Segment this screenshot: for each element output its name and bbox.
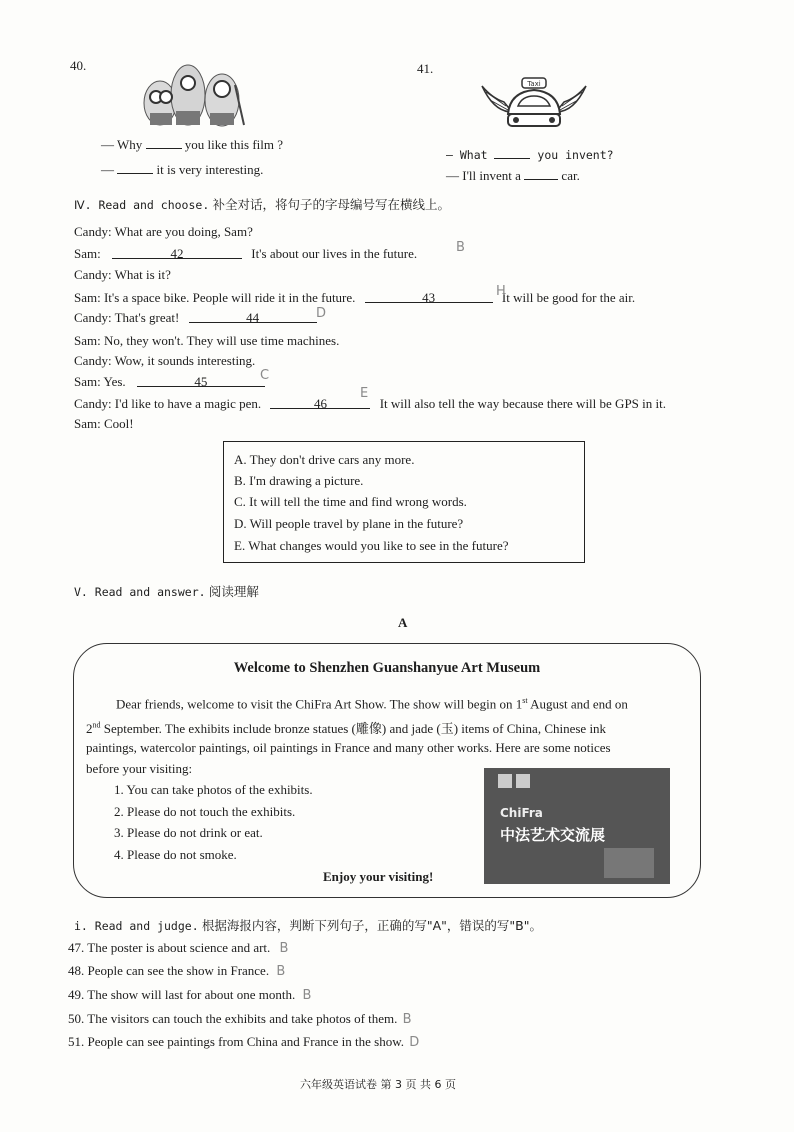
dialog-line-8 [74, 374, 265, 390]
q41-blank1[interactable] [494, 146, 530, 159]
image-brand-text: ChiFra [500, 806, 543, 820]
option-e: E. What changes would you like to see in the future? [234, 538, 509, 553]
notice-2: 2. Please do not touch the exhibits. [114, 804, 296, 819]
poster-para-line-1 [116, 696, 628, 712]
poster-text: 2 [86, 721, 93, 736]
part-i-heading [74, 916, 542, 934]
handwritten-answer: D [409, 1035, 420, 1050]
part-i-heading-cn: 根据海报内容，判断下列句子，正确的写"A"，错误的写"B"。 [201, 918, 543, 933]
flying-taxi-illustration [474, 72, 594, 132]
handwritten-answer-45: C [260, 368, 270, 383]
item-number: 50. [68, 1011, 85, 1026]
q40-blank1[interactable] [146, 136, 182, 149]
notice-1: 1. You can take photos of the exhibits. [114, 782, 313, 797]
taxi-sign-text: Taxi [527, 80, 541, 88]
judge-item-50 [68, 1011, 412, 1027]
q41-line1-pre: — What [446, 148, 488, 162]
q41-line2 [446, 167, 580, 184]
part-a-label: A [398, 615, 408, 630]
exhibition-poster-image [484, 768, 670, 884]
dialog-text: It's about our lives in the future. [251, 246, 418, 261]
q41-line1-post: you invent? [537, 148, 614, 162]
option-a: A. They don't drive cars any more. [234, 452, 415, 467]
judge-item-49 [68, 987, 311, 1003]
dialog-line-3: Candy: What is it? [74, 267, 171, 282]
options-box [223, 441, 585, 563]
poster [73, 643, 701, 898]
q40-blank2[interactable] [117, 161, 153, 174]
item-number: 48. [68, 963, 85, 978]
dialog-line-10: Sam: Cool! [74, 416, 134, 431]
poster-closing: Enjoy your visiting! [323, 869, 434, 884]
notice-3: 3. Please do not drink or eat. [114, 825, 263, 840]
dialog-text: Sam: It's a space bike. People will ride it in the future. [74, 290, 356, 305]
section-4-heading-cn: 补全对话，将句子的字母编号写在横线上。 [212, 197, 451, 212]
option-c: C. It will tell the time and find wrong words. [234, 494, 467, 509]
ordinal-suffix: st [522, 696, 528, 705]
handwritten-answer: B [276, 964, 286, 979]
q41-line2-post: car. [561, 168, 580, 183]
item-number: 47. [68, 940, 85, 955]
blank-42[interactable]: 42 [112, 246, 242, 259]
handwritten-answer: B [302, 988, 312, 1003]
blank-43[interactable]: 43 [365, 290, 493, 303]
minions-illustration [130, 55, 250, 133]
item-number: 49. [68, 987, 85, 1002]
poster-para-line-3: paintings, watercolor paintings, oil paintings in France and many other works. Here are some notices [86, 740, 611, 755]
q41-blank2[interactable] [524, 167, 558, 180]
dialog-text: It will be good for the air. [501, 290, 636, 305]
judge-item-47 [68, 940, 288, 956]
judge-item-51 [68, 1034, 419, 1050]
poster-text: August and end on [527, 696, 628, 712]
dialog-text: Candy: I'd like to have a magic pen. [74, 396, 262, 411]
poster-title: Welcome to Shenzhen Guanshanyue Art Museum [233, 660, 541, 676]
page-footer: 六年级英语试卷 第 3 页 共 6 页 [300, 1078, 456, 1091]
item-text: The poster is about science and art. [87, 940, 271, 955]
q41-line2-pre: — I'll invent a [446, 168, 521, 183]
dialog-text: It will also tell the way because there will be GPS in it. [379, 396, 666, 411]
option-b: B. I'm drawing a picture. [234, 473, 364, 488]
poster-text: Dear friends, welcome to visit the ChiFra Art Show. The show will begin on 1 [116, 696, 523, 712]
blank-44[interactable]: 44 [189, 310, 317, 323]
part-i-heading-en: i. Read and judge. [74, 919, 199, 933]
section-5-heading-en: V. Read and answer. [74, 585, 206, 599]
question-number-40: 40. [70, 58, 87, 73]
dialog-line-9 [74, 396, 666, 412]
image-title-text: 中法艺术交流展 [500, 826, 606, 844]
dialog-text: Candy: That's great! [74, 310, 180, 325]
handwritten-answer-43: H [496, 284, 506, 299]
poster-para-line-4: before your visiting: [86, 761, 193, 776]
dialog-text: Sam: Yes. [74, 374, 126, 389]
dialog-line-4 [74, 290, 635, 306]
notice-4: 4. Please do not smoke. [114, 847, 237, 862]
item-text: People can see paintings from China and France in the show. [87, 1034, 404, 1049]
dialog-line-7: Candy: Wow, it sounds interesting. [74, 353, 256, 368]
item-text: The visitors can touch the exhibits and take photos of them. [87, 1011, 398, 1026]
handwritten-answer-44: D [316, 306, 327, 321]
section-4-heading-en: Ⅳ. Read and choose. [74, 198, 210, 212]
q40-line1-pre: — Why [101, 137, 143, 152]
q40-line1 [101, 136, 283, 153]
section-5-heading [74, 582, 259, 600]
poster-para-line-2 [86, 718, 606, 737]
option-d: D. Will people travel by plane in the future? [234, 516, 464, 531]
dialog-line-2 [74, 246, 417, 262]
q41-line1 [446, 146, 614, 162]
dialog-line-1: Candy: What are you doing, Sam? [74, 224, 253, 239]
blank-45[interactable]: 45 [137, 374, 265, 387]
poster-text: September. The exhibits include bronze statues (雕像) and jade (玉) items of China, Chinese ink [100, 721, 607, 736]
dialog-line-5 [74, 310, 317, 326]
handwritten-answer-46: E [360, 386, 369, 401]
q40-line1-post: you like this film ? [184, 137, 284, 152]
handwritten-answer: B [279, 941, 289, 956]
q40-line2 [101, 161, 263, 178]
dialog-speaker: Sam: [74, 246, 101, 261]
section-4-heading [74, 195, 450, 213]
judge-item-48 [68, 963, 285, 979]
question-number-41: 41. [417, 61, 434, 76]
section-5-heading-cn: 阅读理解 [208, 584, 259, 599]
item-text: People can see the show in France. [87, 963, 270, 978]
ordinal-suffix: nd [92, 720, 101, 730]
q40-line2-pre: — [101, 162, 114, 177]
dialog-line-6: Sam: No, they won't. They will use time machines. [74, 333, 340, 348]
q40-line2-post: it is very interesting. [156, 162, 264, 177]
blank-46[interactable]: 46 [270, 396, 370, 409]
item-number: 51. [68, 1034, 85, 1049]
handwritten-answer: B [402, 1012, 412, 1027]
item-text: The show will last for about one month. [87, 987, 296, 1002]
handwritten-answer-42: B [456, 240, 465, 255]
